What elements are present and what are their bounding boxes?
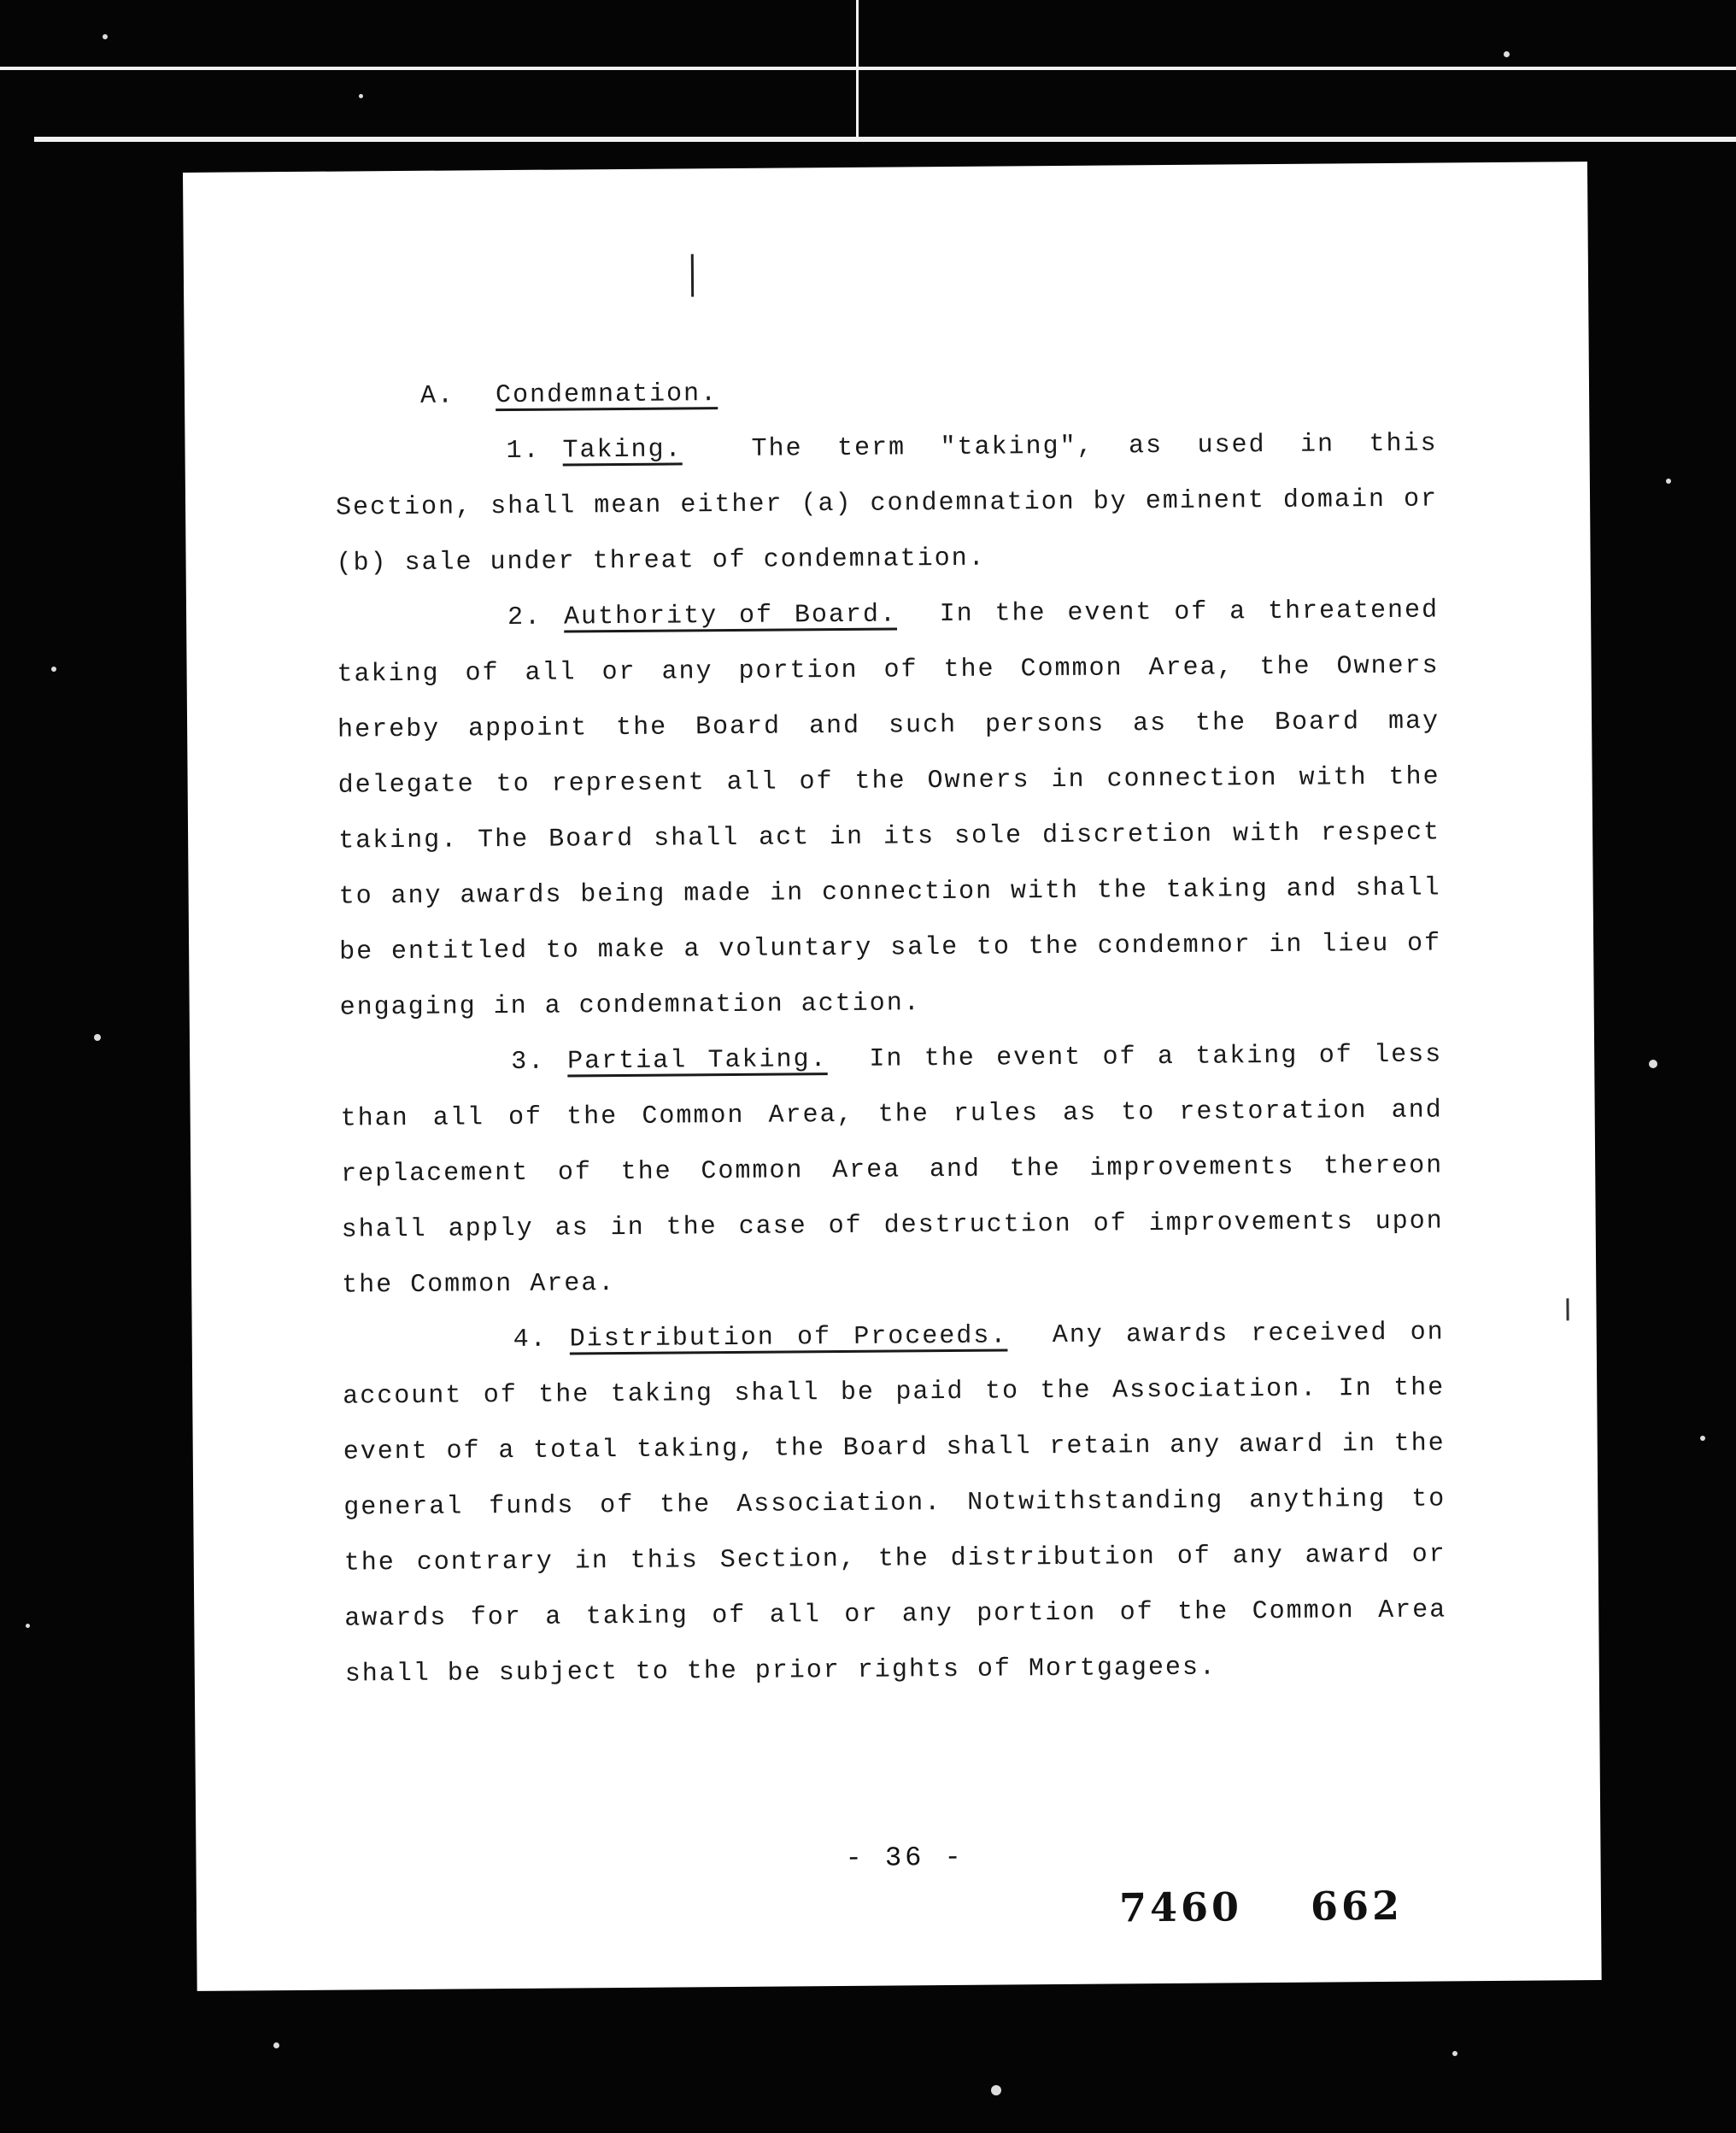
paragraph-distribution-of-proceeds — [342, 1305, 1447, 1702]
page-number: - 36 - — [845, 1841, 965, 1874]
scan-speck — [103, 34, 108, 39]
scan-edge-line — [34, 137, 1736, 142]
section-title: Condemnation. — [495, 379, 718, 411]
paragraph-text: The term "taking", as used in this Section, shall mean either (a) condemnation by eminent domain or (b) sale under threat of condemnation. — [335, 429, 1439, 579]
scan-speck — [51, 667, 56, 672]
paragraph-text: Any awards received on account of the taking shall be paid to the Association. In the event of a total taking, the Board shall retain any award in the general funds of the Association. Notwithstanding anything to the contrary in this Section, the distribution of any award or awards for a taking of all or any portion of the Common Area shall be subject to the prior rights of Mortgagees. — [343, 1318, 1447, 1689]
paragraph-number: 2. — [507, 602, 542, 633]
paragraph-heading: Taking. — [562, 435, 683, 466]
paragraph-heading: Authority of Board. — [563, 600, 898, 632]
document-body — [335, 361, 1447, 1702]
scan-speck — [94, 1034, 101, 1041]
scan-speck — [1666, 479, 1671, 484]
paragraph-number: 1. — [506, 436, 541, 467]
scan-artifact-mark — [691, 254, 694, 297]
margin-mark — [1566, 1298, 1569, 1320]
scan-speck — [1504, 51, 1510, 57]
paragraph-partial-taking — [340, 1027, 1445, 1313]
paragraph-number: 3. — [511, 1047, 546, 1078]
section-heading — [335, 361, 1437, 425]
scan-speck — [1452, 2051, 1457, 2056]
paragraph-text: In the event of a taking of less than all of the Common Area, the rules as to restoration and replacement of the Common Area and the improvements thereon shall apply as in the case of destruction of improvements upon the Common Area. — [340, 1040, 1444, 1301]
paragraph-heading: Distribution of Proceeds. — [569, 1321, 1008, 1354]
document-page — [183, 162, 1602, 1991]
paragraph-taking — [335, 416, 1438, 591]
scan-speck — [991, 2085, 1001, 2095]
paragraph-authority-of-board — [337, 583, 1442, 1036]
scan-speck — [26, 1624, 30, 1628]
scan-edge-line — [856, 0, 859, 137]
section-letter: A. — [419, 381, 455, 411]
scan-speck — [273, 2042, 279, 2048]
scan-speck — [1700, 1436, 1705, 1441]
paragraph-number: 4. — [513, 1325, 548, 1355]
scan-speck — [359, 94, 363, 98]
paragraph-heading: Partial Taking. — [567, 1045, 828, 1077]
book-page-stamp: 7460 662 — [1118, 1882, 1404, 1931]
paragraph-text: In the event of a threatened taking of all or any portion of the Common Area, the Owners hereby appoint the Board and such persons as the Board may delegate to represent all of the Owners in connection with the taking. The Board shall act in its sole discretion with respect to any awards being made in connection with the taking and shall be entitled to make a voluntary sale to the condemnor in lieu of engaging in a condemnation action. — [337, 596, 1442, 1023]
scan-edge-line — [0, 67, 1736, 70]
scan-speck — [1649, 1060, 1657, 1068]
